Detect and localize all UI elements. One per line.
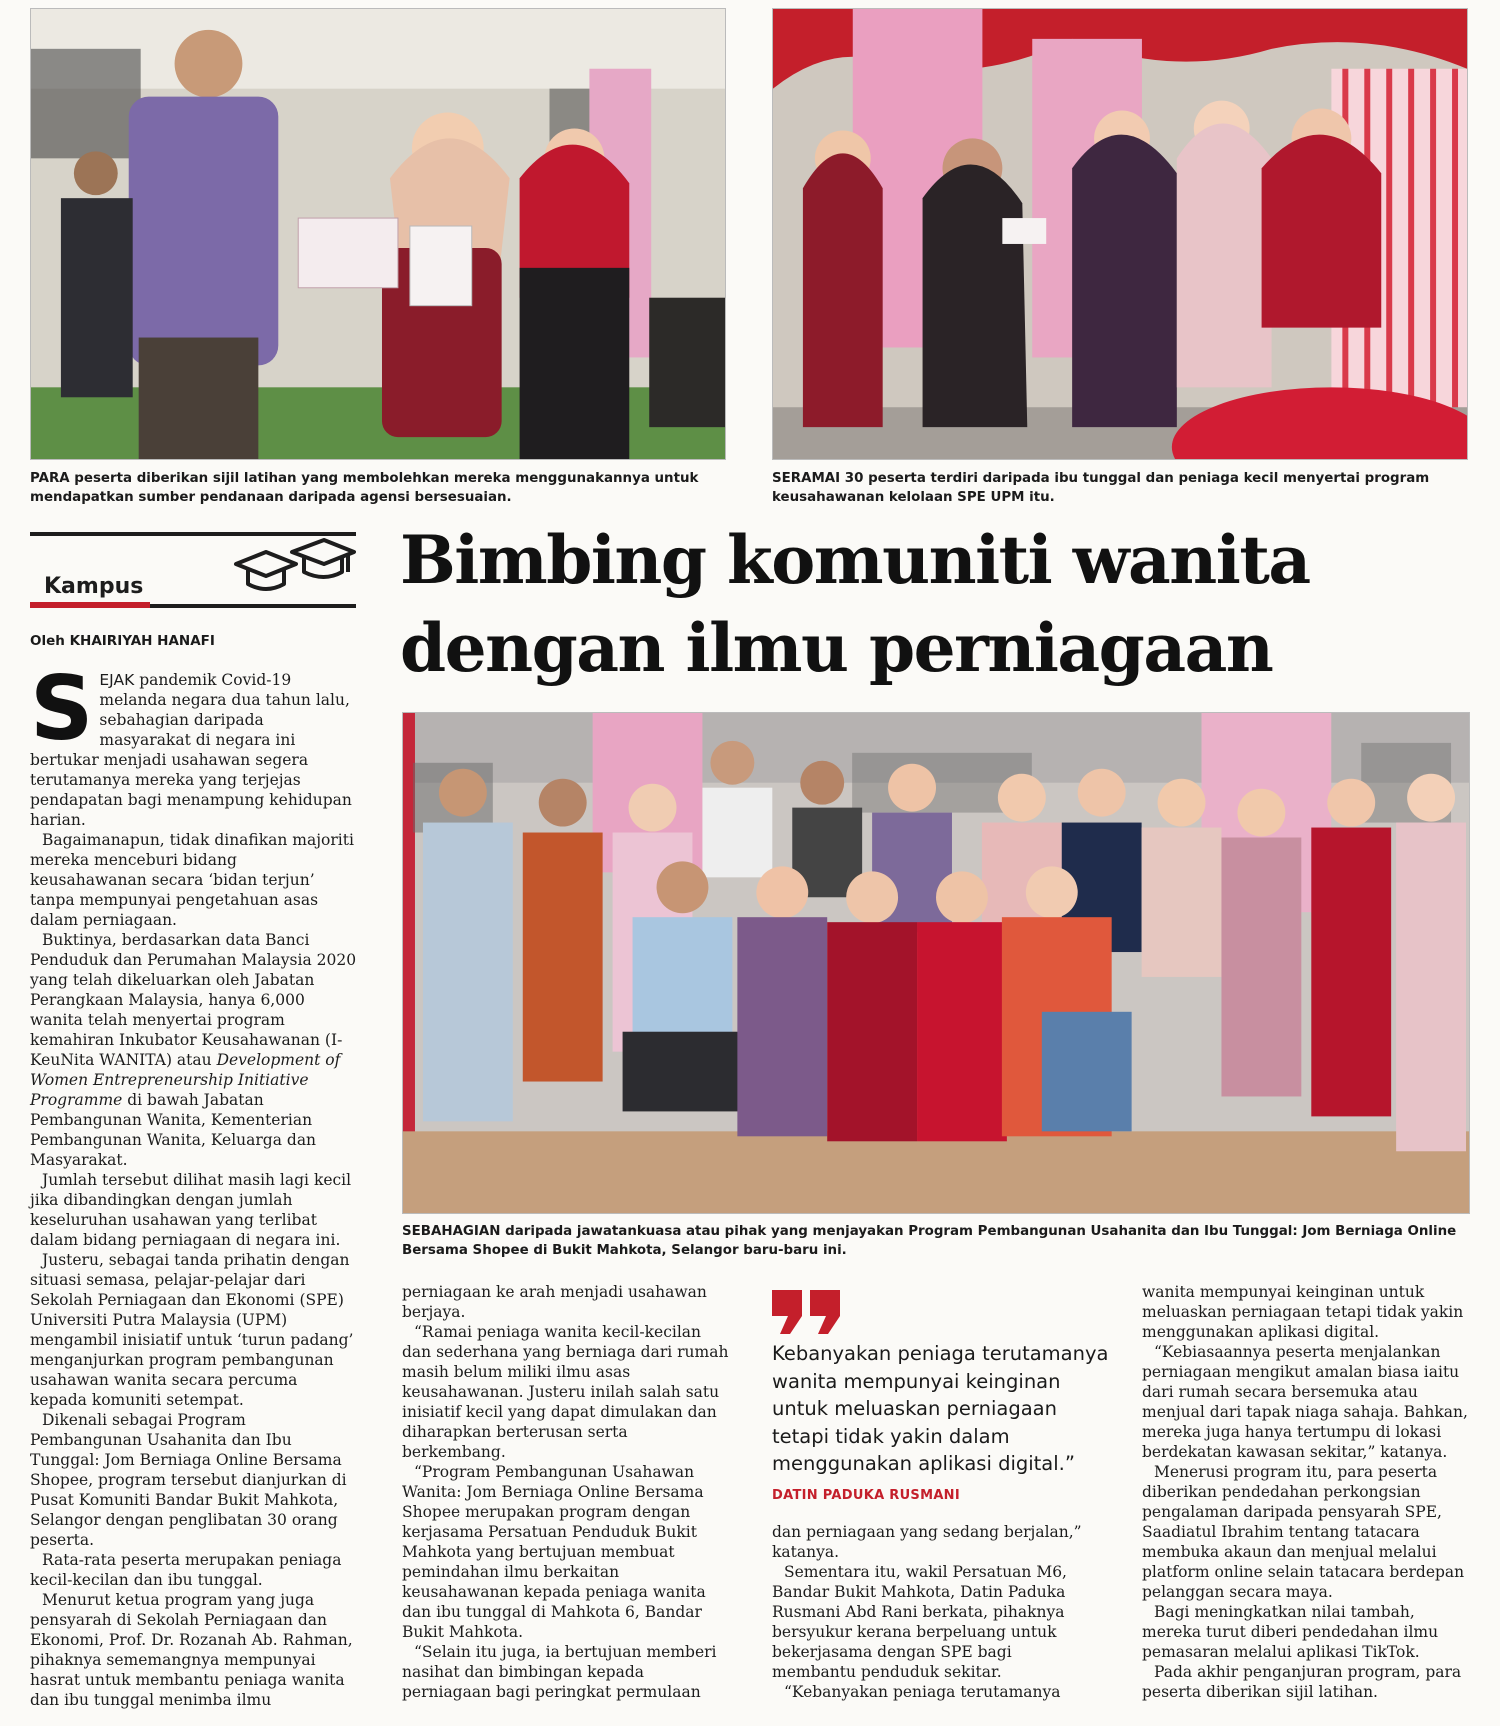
caption-text: peserta diberikan sijil latihan yang membolehkan mereka menggunakannya untuk mendapatkan sumber pendanaan daripada agensi bersesuaian. xyxy=(30,471,699,505)
caption-main xyxy=(402,1222,1470,1260)
pull-quote-author: DATIN PADUKA RUSMANI xyxy=(772,1488,960,1503)
caption-lead: SERAMAI xyxy=(772,471,841,486)
caption-lead: SEBAHAGIAN xyxy=(402,1224,501,1239)
article-paragraph: Pada akhir penganjuran program, para peserta diberikan sijil latihan. xyxy=(1142,1663,1462,1701)
paragraph-text: di bawah Jabatan Pembangunan Wanita, Kementerian Pembangunan Wanita, Keluarga dan Masyarakat. xyxy=(30,1091,317,1169)
article-column-1 xyxy=(30,657,358,1710)
article-paragraph: Jumlah tersebut dilihat masih lagi kecil jika dibandingkan dengan jumlah keseluruhan usahawan yang terlibat dalam bidang perniagaan di negara ini. xyxy=(30,1171,352,1249)
headline-line-2: dengan ilmu perniagaan xyxy=(400,609,1273,687)
caption-lead: PARA xyxy=(30,471,70,486)
article-paragraph: Bagi meningkatkan nilai tambah, mereka turut diberi pendedahan ilmu pemasaran melalui aplikasi TikTok. xyxy=(1142,1603,1439,1661)
caption-top-right xyxy=(772,469,1472,507)
article-paragraph: “Program Pembangunan Usahawan Wanita: Jom Berniaga Online Bersama Shopee merupakan program dengan kerjasama Persatuan Penduduk Bukit Mahkota yang bertujuan membuat pemindahan ilmu berkaitan keusahawanan kepada peniaga wanita dan ibu tunggal di Mahkota 6, Bandar Bukit Mahkota. xyxy=(402,1463,706,1641)
photo-participants-group xyxy=(772,8,1468,460)
lead-caps: EJAK xyxy=(99,671,135,689)
photo-certificate-presentation xyxy=(30,8,726,460)
headline-line-1: Bimbing komuniti wanita xyxy=(400,521,1310,599)
caption-top-left xyxy=(30,469,730,507)
article-column-3 xyxy=(772,1522,1092,1702)
graduation-cap-icon xyxy=(232,538,356,598)
article-paragraph: “Kebiasaannya peserta menjalankan perniagaan mengikut amalan biasa iaitu dari rumah secara bersemuka atau menjual dari tapak niaga sahaja. Bahkan, mereka juga hanya tertumpu di lokasi berdekatan kawasan sekitar,” katanya. xyxy=(1142,1343,1468,1461)
article-paragraph: “Kebanyakan peniaga terutamanya xyxy=(784,1683,1061,1701)
article-paragraph: Menerusi program itu, para peserta diberikan pendedahan perkongsian pengalaman daripada pensyarah SPE, Saadiatul Ibrahim tentang tatacara membuka akaun dan menjual melalui platform online selain tatacara berdepan pelanggan secara maya. xyxy=(1142,1463,1465,1601)
caption-text: daripada jawatankuasa atau pihak yang menjayakan Program Pembangunan Usahanita dan Ibu Tunggal: Jom Berniaga Online Bersama Shopee di Bukit Mahkota, Selangor baru-baru ini. xyxy=(402,1224,1457,1258)
paragraph-italic: Development of Women Entrepreneurship Initiative Programme xyxy=(30,1051,341,1109)
article-paragraph: Rata-rata peserta merupakan peniaga kecil-kecilan dan ibu tunggal. xyxy=(30,1551,342,1589)
paragraph-text: pandemik Covid-19 melanda negara dua tahun lalu, sebahagian daripada masyarakat di negara ini bertukar menjadi usahawan segera terutamanya mereka yang terjejas pendapatan bagi menampung kehidupan harian. xyxy=(30,671,352,829)
article-paragraph: perniagaan ke arah menjadi usahawan berjaya. xyxy=(402,1283,707,1321)
byline: Oleh KHAIRIYAH HANAFI xyxy=(30,633,215,649)
section-kicker: Kampus xyxy=(44,574,144,599)
quote-mark-icon xyxy=(772,1290,844,1334)
article-paragraph xyxy=(30,930,358,1170)
caption-text: 30 peserta terdiri daripada ibu tunggal dan peniaga kecil menyertai program keusahawanan kelolaan SPE UPM itu. xyxy=(772,471,1430,505)
paragraph-text: Buktinya, berdasarkan data Banci Penduduk dan Perumahan Malaysia 2020 yang telah dikeluarkan oleh Jabatan Perangkaan Malaysia, hanya 6,000 wanita telah menyertai program kemahiran Inkubator Keusahawanan (I-KeuNita WANITA) atau xyxy=(30,931,357,1069)
article-paragraph: “Ramai peniaga wanita kecil-kecilan dan sederhana yang berniaga dari rumah masih belum miliki ilmu asas keusahawanan. Justeru inilah salah satu inisiatif kecil yang dapat dimulakan dan diharapkan berterusan serta berkembang. xyxy=(402,1323,729,1461)
article-paragraph: Sementara itu, wakil Persatuan M6, Bandar Bukit Mahkota, Datin Paduka Rusmani Abd Rani berkata, pihaknya bersyukur kerana berpeluang untuk bekerjasama dengan SPE bagi membantu penduduk sekitar. xyxy=(772,1563,1067,1681)
article-paragraph: dan perniagaan yang sedang berjalan,” katanya. xyxy=(772,1523,1082,1561)
article-paragraph: Bagaimanapun, tidak dinafikan majoriti mereka menceburi bidang keusahawanan secara ‘bidan terjun’ tanpa mempunyai pengetahuan asas dalam perniagaan. xyxy=(30,831,354,929)
article-paragraph: “Selain itu juga, ia bertujuan memberi nasihat dan bimbingan kepada perniagaan bagi peringkat permulaan xyxy=(402,1643,717,1701)
article-paragraph xyxy=(30,657,358,830)
headline xyxy=(400,516,1460,692)
article-column-4 xyxy=(1142,1282,1470,1702)
kicker-top-rule xyxy=(30,532,356,536)
article-paragraph: Dikenali sebagai Program Pembangunan Usahanita dan Ibu Tunggal: Jom Berniaga Online Bersama Shopee, program tersebut dianjurkan di Pusat Komuniti Bandar Bukit Mahkota, Selangor dengan penglibatan 30 orang peserta. xyxy=(30,1411,347,1549)
article-paragraph: Justeru, sebagai tanda prihatin dengan situasi semasa, pelajar-pelajar dari Sekolah Perniagaan dan Ekonomi (SPE) Universiti Putra Malaysia (UPM) mengambil inisiatif untuk ‘turun padang’ menganjurkan program pembangunan usahawan wanita secara percuma kepada komuniti setempat. xyxy=(30,1251,354,1409)
photo-committee-group xyxy=(402,712,1470,1214)
article-paragraph: wanita mempunyai keinginan untuk meluaskan perniagaan tetapi tidak yakin menggunakan aplikasi digital. xyxy=(1142,1283,1464,1341)
article-column-2 xyxy=(402,1282,730,1702)
drop-cap: S xyxy=(30,657,94,760)
article-paragraph: Menurut ketua program yang juga pensyarah di Sekolah Perniagaan dan Ekonomi, Prof. Dr. Rozanah Ab. Rahman, pihaknya sememangnya mempunyai hasrat untuk membantu peniaga wanita dan ibu tunggal menimba ilmu xyxy=(30,1591,353,1709)
pull-quote: Kebanyakan peniaga terutamanya wanita mempunyai keinginan untuk meluaskan perniagaan tetapi tidak yakin dalam menggunakan aplikasi digital.” xyxy=(772,1342,1109,1475)
kicker-accent-rule xyxy=(30,602,150,608)
